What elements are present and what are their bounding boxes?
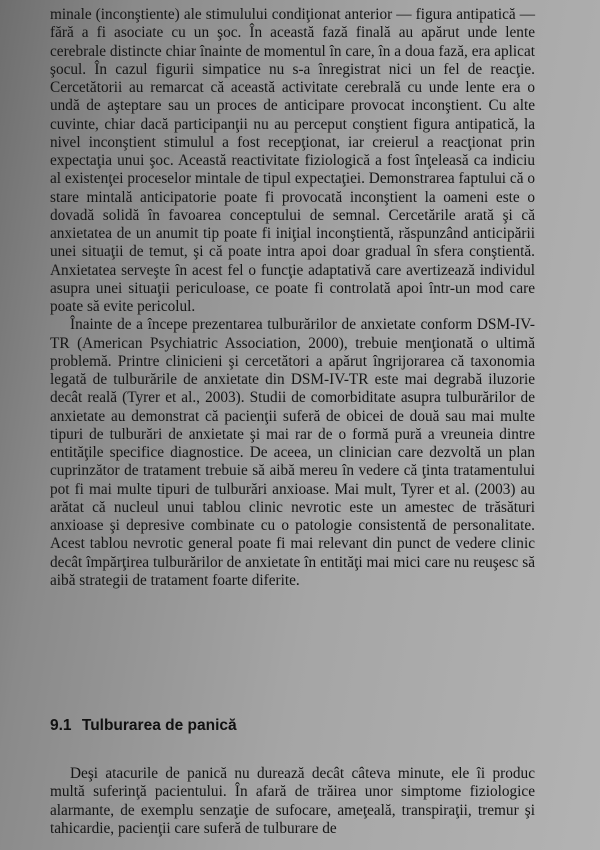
section-number: 9.1 <box>50 717 72 734</box>
section-body <box>50 765 535 838</box>
section-title: Tulburarea de panică <box>81 717 237 734</box>
paragraph: Înainte de a începe prezentarea tulburărilor de anxietate conform DSM-IV-TR (American Psychiatric Association, 2000), trebuie menţionată o ultimă problemă. Printre clinicieni şi cercetători a apărut îngrijorarea că taxonomia legată de tulburările de anxietate din DSM-IV-TR este mai degrabă iluzorie decât reală (Tyrer et al., 2003). Studii de comorbiditate asupra tulburărilor de anxietate au demonstrat că pacienţii suferă de obicei de două sau mai multe tipuri de tulburări de anxietate şi mai rar de o formă pură a vreuneia dintre entităţile specifice diagnostice. De aceea, un clinician care dezvoltă un plan cuprinzător de tratament trebuie să aibă mereu în vedere că ţinta tratamentului pot fi mai multe tipuri de tulburări anxioase. Mai mult, Tyrer et al. (2003) au arătat că nucleul unui tablou clinic nevrotic este un amestec de trăsături anxioase şi depresive combinate cu o patologie consistentă de personalitate. Acest tablou nevrotic general poate fi mai relevant din punct de vedere clinic decât împărţirea tulburărilor de anxietate în entităţi mai mici care nu reuşesc să aibă strategii de tratament foarte diferite. <box>50 316 535 589</box>
body-text <box>50 6 535 590</box>
paragraph: Deşi atacurile de panică nu durează decât câteva minute, ele îi produc multă suferinţă pacientului. În afară de trăirea unor simptome fiziologice alarmante, de exemplu senzaţie de sufocare, ameţeală, transpiraţii, tremur şi tahicardie, pacienţii care suferă de tulburare de <box>50 765 535 837</box>
section-heading <box>50 717 535 735</box>
paragraph: minale (inconştiente) ale stimulului condiţionat anterior — figura antipatică — fără a fi asociate cu un şoc. În această fază finală au apărut unde lente cerebrale distincte chiar înainte de momentul în care, în a doua fază, era aplicat şocul. În cazul figurii simpatice nu s-a înregistrat nici un fel de reacţie. Cercetătorii au remarcat că această activitate cerebrală cu unde lente era o undă de aşteptare sau un proces de anticipare provocat inconştient. Cu alte cuvinte, chiar dacă participanţii nu au perceput conştient figura antipatică, la nivel inconştient stimulul a fost recepţionat, iar creierul a reacţionat prin expectaţia unui şoc. Această reactivitate fiziologică a fost înţeleasă ca indiciu al existenţei proceselor mintale de tipul expectaţiei. Demonstrarea faptului că o stare mintală anticipatorie poate fi provocată inconştient la oameni este o dovadă solidă în favoarea conceptului de semnal. Cercetările arată şi că anxietatea de un anumit tip poate fi iniţial inconştientă, răspunzând anticipării unei situaţii de temut, şi că poate intra apoi doar gradual în sfera conştientă. Anxietatea serveşte în acest fel o funcţie adaptativă care avertizează individul asupra unei situaţii periculoase, ce poate fi controlată apoi într-un mod care poate să evite pericolul. <box>50 6 535 315</box>
